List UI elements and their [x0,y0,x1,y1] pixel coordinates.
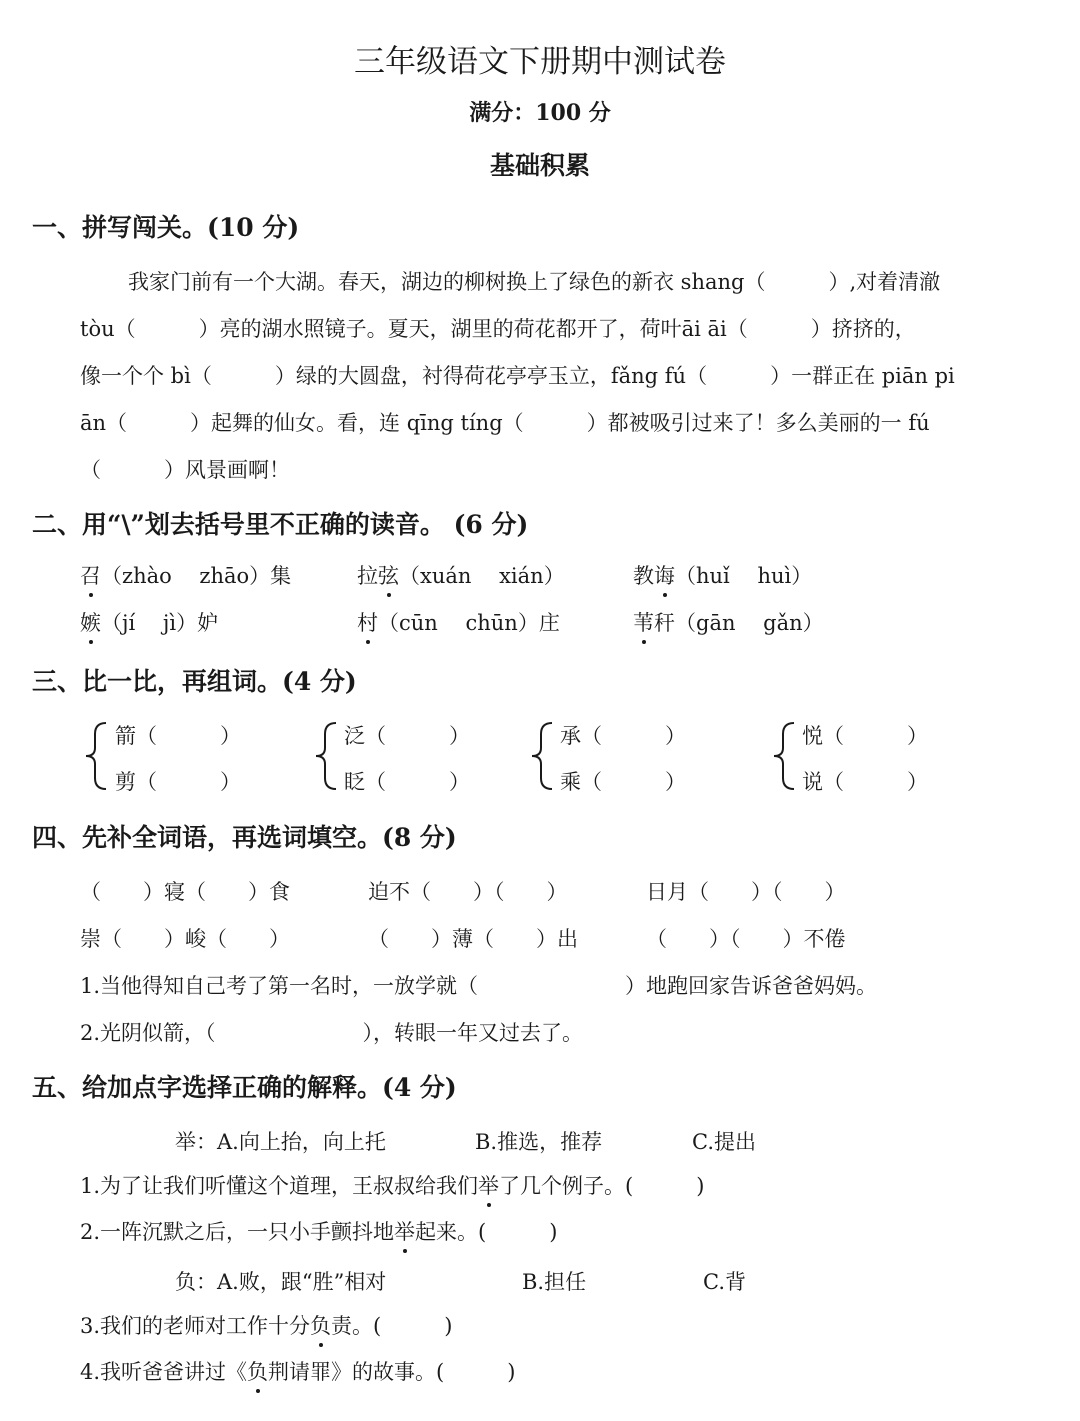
q5-sentence [80,1170,704,1200]
q3-word-top: 箭（ ） [115,724,241,748]
q2-item-post: （zhào zhāo）集 [101,564,292,588]
q2-item-post: （jí jì）妒 [101,611,219,635]
q2-item [633,607,824,637]
q1-line: 像一个个 bì（ ）绿的大圆盘，衬得荷花亭亭玉立，fǎng fú（ ）一群正在 piān pi [80,364,955,388]
q2-item [80,560,291,590]
option-label: 举： [175,1130,217,1154]
brace-icon [82,720,112,792]
q5-sentence [80,1356,515,1386]
sentence-text: 起来。( ) [415,1220,558,1244]
q4-sentence: 1.当他得知自己考了第一名时，一放学就（ ）地跑回家告诉爸爸妈妈。 [80,974,878,998]
sentence-text: 2.一阵沉默之后，一只小手颤抖地 [80,1220,395,1244]
q1-line: （ ）风景画啊！ [80,458,290,482]
q1-line: ān（ ）起舞的仙女。看，连 qīng tíng（ ）都被吸引过来了！多么美丽的一 fú [80,411,930,435]
dotted-char: 举 [394,1216,415,1246]
brace-icon [770,720,800,792]
q4-idiom: （ ）薄（ ）出 [368,927,578,951]
option-a: A.败，跟“胜”相对 [217,1270,387,1294]
sentence-text: 3.我们的老师对工作十分 [80,1314,311,1338]
q3-word-bottom: 说（ ） [802,770,928,794]
q2-item-pre: 教 [633,564,654,588]
q4-idiom: （ ）寝（ ）食 [80,880,290,904]
option-b: B.推选，推荐 [475,1130,603,1154]
sentence-text: 荆请罪》的故事。( ) [268,1360,516,1384]
q3-word-bottom: 眨（ ） [344,770,470,794]
option-b: B.担任 [522,1270,587,1294]
q2-item-post: 秆（gān gǎn） [654,611,824,635]
q5-sentence [80,1310,452,1340]
brace-icon [528,720,558,792]
sentence-text: 了几个例子。( ) [499,1174,705,1198]
q2-item-post: （cūn chūn）庄 [378,611,560,635]
sentence-text: 4.我听爸爸讲过《 [80,1360,248,1384]
q4-idiom: 日月（ ）（ ） [646,880,846,904]
q2-item-post: （huǐ huì） [675,564,813,588]
q2-item-pre: 拉 [357,564,378,588]
q1-line: tòu（ ）亮的湖水照镜子。夏天，湖里的荷花都开了，荷叶āi āi（ ）挤挤的， [80,317,916,341]
q2-item-post: （xuán xián） [399,564,565,588]
dotted-char: 负 [247,1356,268,1386]
q3-word-top: 悦（ ） [802,724,928,748]
dotted-char: 举 [478,1170,499,1200]
q3-word-top: 泛（ ） [344,724,470,748]
q5-options [175,1266,386,1296]
sentence-text: 责。( ) [331,1314,453,1338]
option-a: A.向上抬，向上托 [217,1130,386,1154]
q4-idiom: （ ）（ ）不倦 [646,927,846,951]
section-title: 基础积累 [489,151,590,180]
q3-word-bottom: 乘（ ） [560,770,686,794]
q3-heading: 三、比一比，再组词。(4 分) [32,667,357,696]
q2-item [80,607,218,637]
q4-idiom: 迫不（ ）（ ） [368,880,568,904]
dotted-char: 村 [357,607,378,637]
q5-heading: 五、给加点字选择正确的解释。(4 分) [32,1073,457,1102]
q3-word-top: 承（ ） [560,724,686,748]
q4-sentence: 2.光阴似箭，（ ），转眼一年又过去了。 [80,1021,584,1045]
q3-word-bottom: 剪（ ） [115,770,241,794]
q4-idiom: 崇（ ）峻（ ） [80,927,290,951]
option-c: C.背 [703,1270,746,1294]
brace-icon [312,720,342,792]
q2-item [357,607,560,637]
q5-options [175,1126,386,1156]
dotted-char: 召 [80,560,101,590]
dotted-char: 苇 [633,607,654,637]
option-label: 负： [175,1270,217,1294]
q4-heading: 四、先补全词语，再选词填空。(8 分) [32,823,457,852]
q1-line: 我家门前有一个大湖。春天，湖边的柳树换上了绿色的新衣 shang（ ）,对着清澈 [128,270,941,294]
dotted-char: 嫉 [80,607,101,637]
score-label: 满分：100 分 [469,100,611,126]
dotted-char: 弦 [378,560,399,590]
dotted-char: 诲 [654,560,675,590]
q5-sentence [80,1216,557,1246]
option-c: C.提出 [692,1130,756,1154]
dotted-char: 负 [310,1310,331,1340]
q2-heading: 二、用“\”划去括号里不正确的读音。 (6 分) [32,510,529,539]
sentence-text: 1.为了让我们听懂这个道理，王叔叔给我们 [80,1174,479,1198]
q2-item [357,560,565,590]
q1-heading: 一、拼写闯关。(10 分) [32,213,300,242]
page-title: 三年级语文下册期中测试卷 [354,44,726,80]
q2-item [633,560,812,590]
